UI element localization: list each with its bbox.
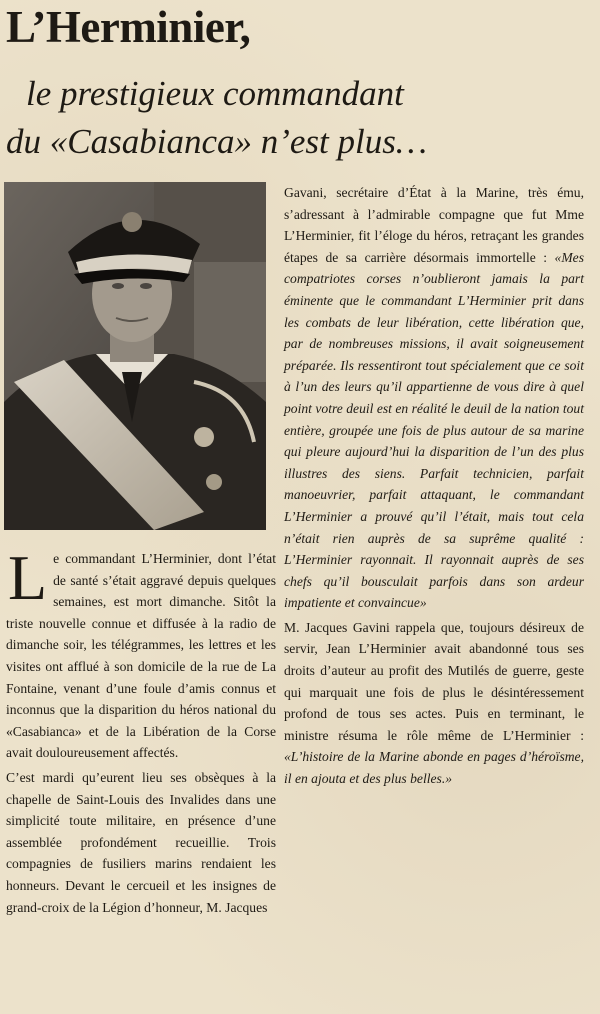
headline-line-2: le prestigieux commandant [26,74,404,113]
headline-line-1: L’Herminier, [6,2,251,52]
article-paragraph-1 [6,542,276,764]
right-column [284,182,584,790]
paragraph-4-quote: «L’histoire de la Marine abonde en pages d’héroïsme, il en ajouta et des plus belles.» [284,749,584,787]
headline-line-3: du «Casabianca» n’est plus… [6,122,427,161]
article-paragraph-3 [284,182,584,614]
paragraph-3-lead: Gavani, secrétaire d’État à la Marine, très ému, s’adressant à l’admirable compagne que fut Mme L’Herminier, fit l’éloge du héros, retraçant les grandes étapes de sa carrière désormais immortelle : [284,185,584,265]
article-paragraph-4 [284,617,584,790]
drop-cap: L [8,542,48,613]
left-column [6,542,276,918]
paragraph-1-text: e commandant L’Herminier, dont l’état de santé s’était aggravé depuis quelques semaines, est mort dimanche. Sitôt la triste nouvelle connue et diffusée à la radio de dimanche soir, les télégrammes, les lettres et les visites ont afflué à son domicile de la rue de La Fontaine, venant d’une foule d’amis connus et inconnus que la disparition du héros national du «Casabianca» et de la Libération de la Corse avait douloureusement affectés. [6,551,276,761]
paragraph-4-text: M. Jacques Gavini rappela que, toujours désireux de servir, Jean L’Herminier avait abandonné tous ses droits d’auteur au profit des Mutilés de guerre, geste qui marquait une fois de plus le désintéressement profond de tous ses actes. Puis en terminant, le ministre résuma le rôle même de L’Herminier : [284,619,584,743]
portrait-photo-icon [4,182,266,530]
article-paragraph-2: C’est mardi qu’eurent lieu ses obsèques à la chapelle de Saint-Louis des Invalides dans une simplicité toute militaire, en présence d’une assemblée profondément recueillie. Trois compagnies de fusiliers marins rendaient les honneurs. Devant le cercueil et les insignes de grand-croix de la Légion d’honneur, M. Jacques [6,769,276,915]
portrait-photo [4,182,266,530]
paragraph-3-quote: «Mes compatriotes corses n’oublieront jamais la part éminente que le commandant L’Herminier prit dans les combats de leur libération, cette libération que, par de nombreuses missions, il avait soigneusement préparée. Ils ressentiront tout spécialement que ce soit à l’un des leurs qu’il appartienne de vous dire à quel point votre deuil est en réalité le deuil de la nation tout entière, groupée une fois de plus autour de sa marine qui pleure aujourd’hui la disparition de l’un des plus illustres des siens. Parfait technicien, parfait manoeuvrier, parfait attaquant, le commandant L’Herminier a prouvé qu’il l’était, mais tout cela n’était rien auprès de sa suprême qualité : L’Herminier rayonnait. Il rayonnait auprès de ses chefs qu’il bousculait parfois dans son ardeur impatiente et convaincue» [284,249,584,611]
